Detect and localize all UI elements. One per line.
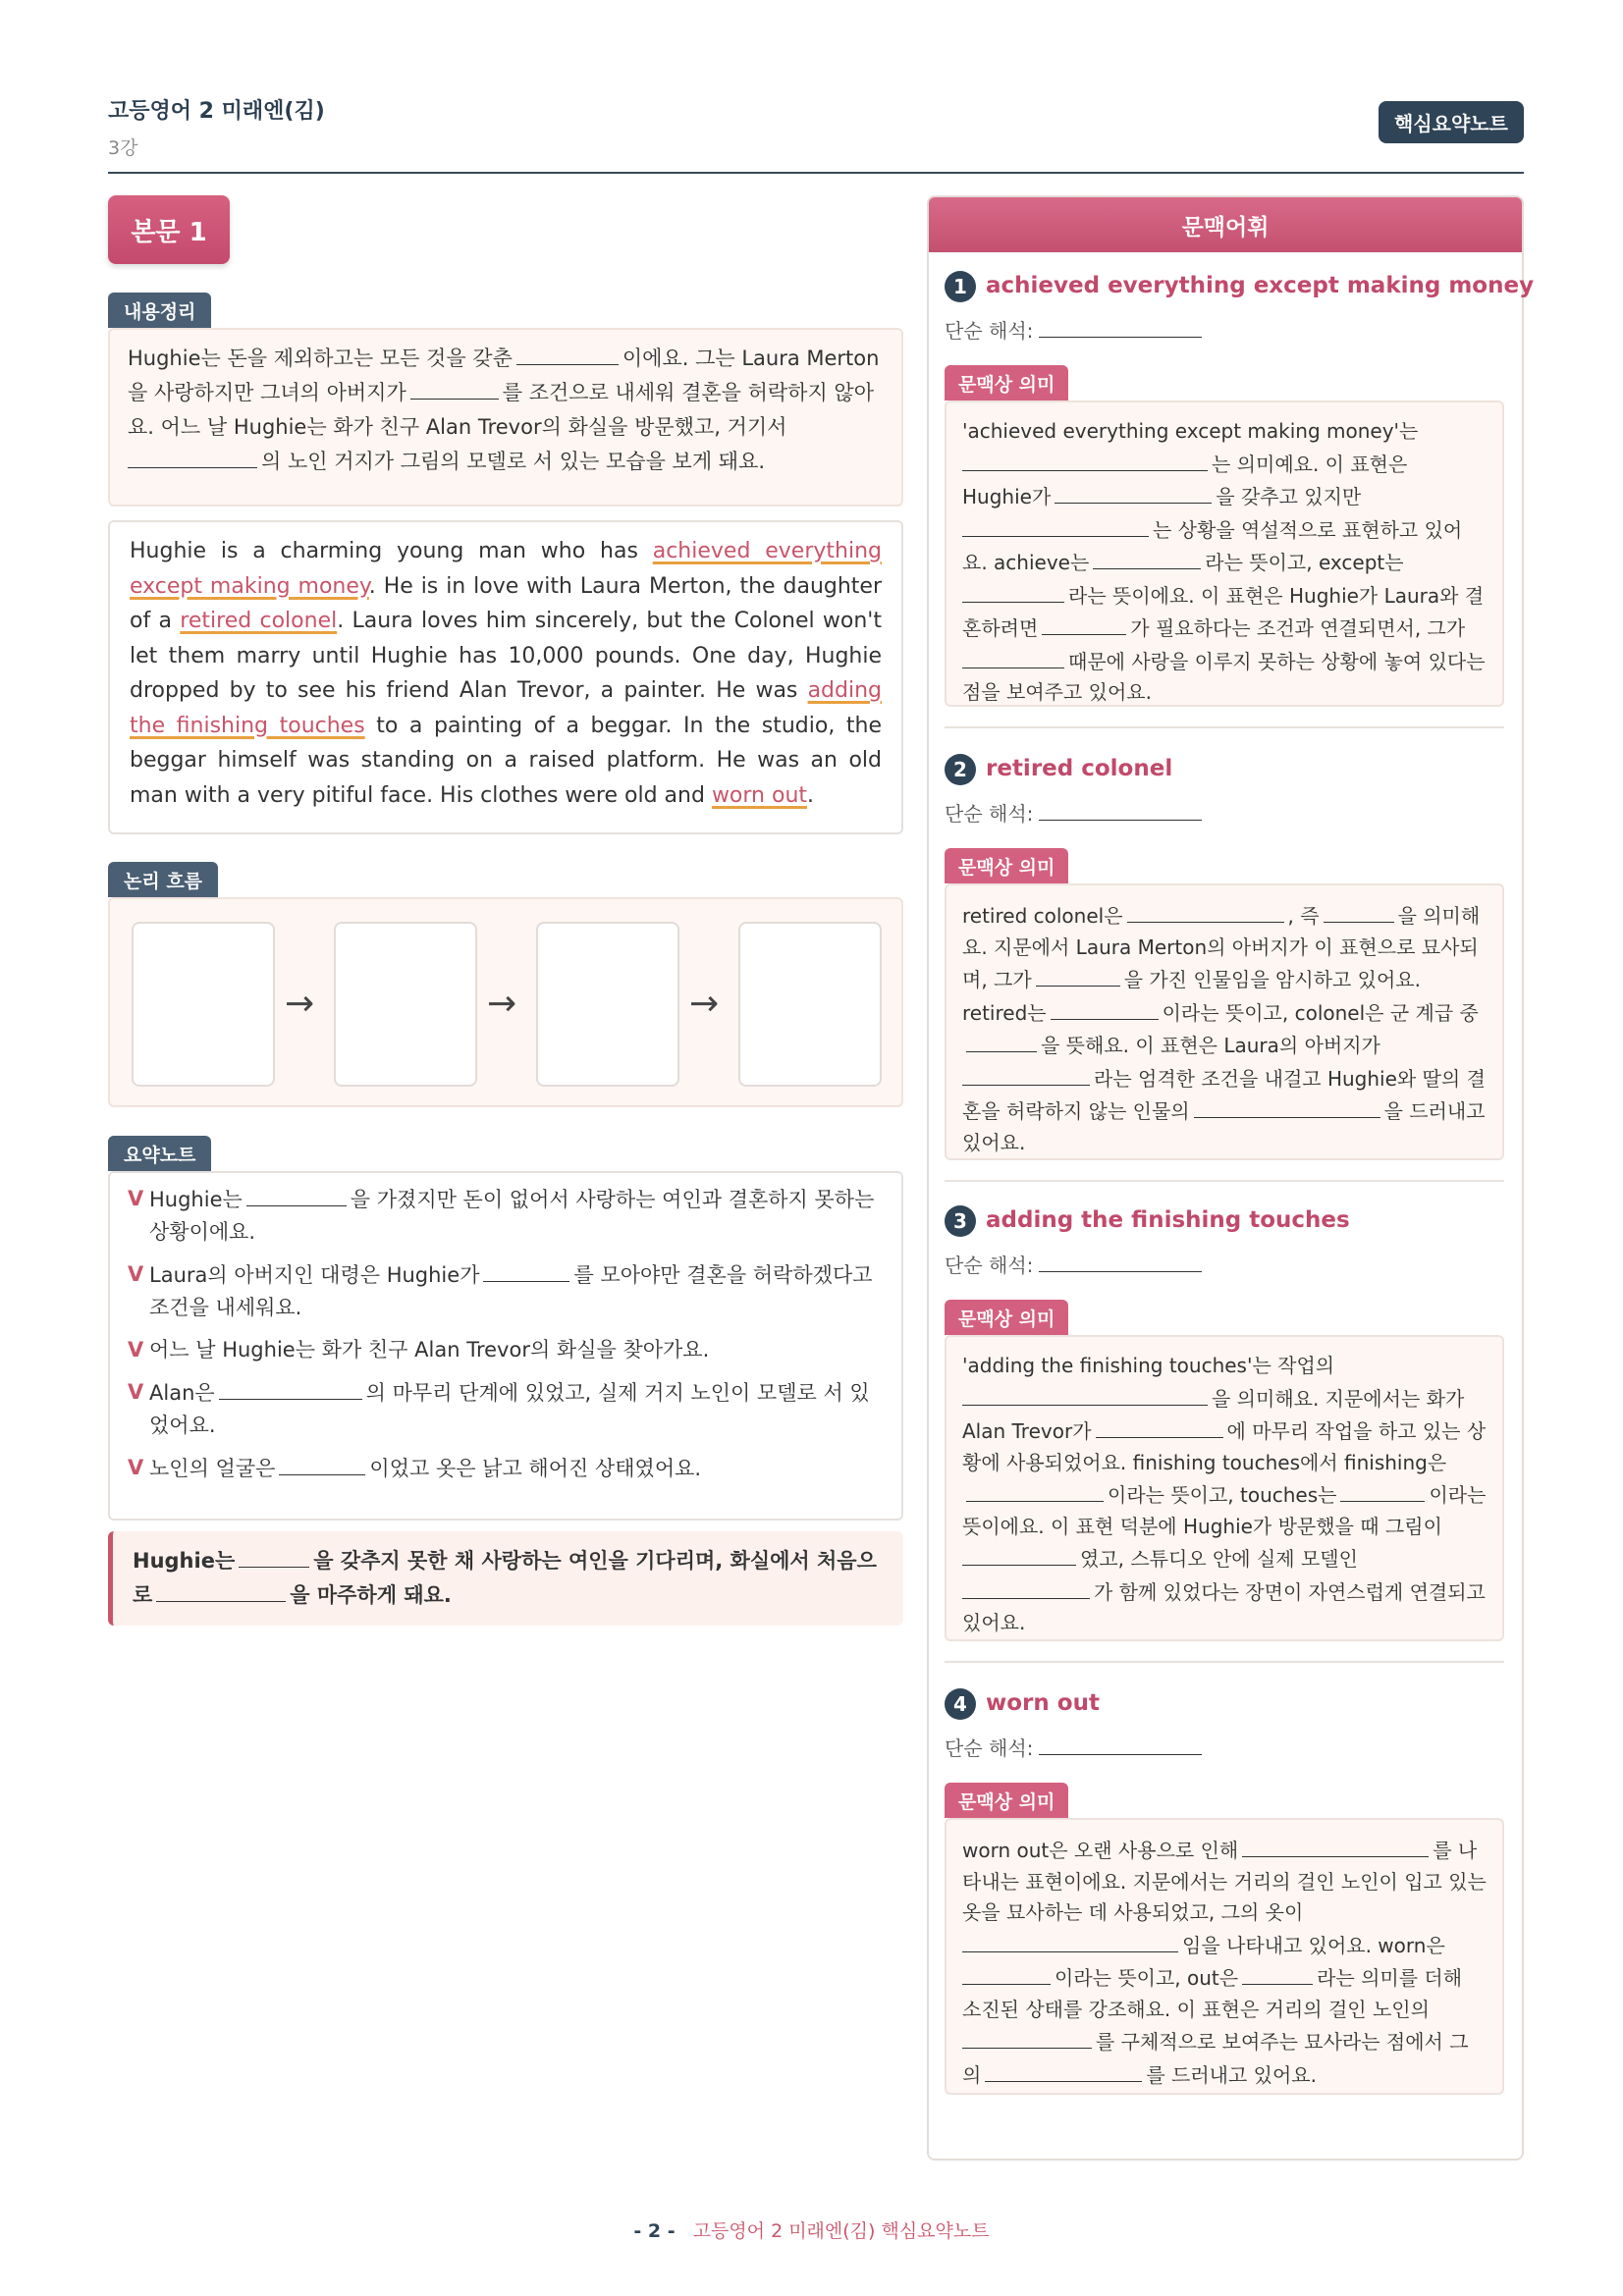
context-blank[interactable] xyxy=(1242,1834,1429,1857)
context-blank[interactable] xyxy=(962,1542,1076,1566)
simple-blank-3[interactable] xyxy=(1039,1249,1202,1272)
vocab-number-2: 2 xyxy=(945,754,976,785)
flow-step-4[interactable] xyxy=(738,922,882,1087)
vocab-number-4: 4 xyxy=(945,1688,976,1720)
simple-translation-2: 단순 해석: xyxy=(945,797,1206,827)
context-blank[interactable] xyxy=(962,1575,1090,1599)
summary-tag: 내용정리 xyxy=(108,293,211,328)
highlight-worn-out: worn out xyxy=(711,782,808,808)
flow-step-2[interactable] xyxy=(334,922,477,1087)
vocab-number-1: 1 xyxy=(945,271,976,302)
flow-tag: 논리 흐름 xyxy=(108,862,218,897)
context-blank[interactable] xyxy=(1127,899,1284,923)
summary-text: Hughie는 돈을 제외하고는 모든 것을 갖춘 이에요. 그는 Laura Merton을 사랑하지만 그녀의 아버지가 를 조건으로 내세워 결혼을 허락하지 않아요. 어느 날 Hughie는 화가 친구 Alan Trevor의 화실을 방문했고, 거기서 의 노인 거지가 그림의 모델로 서 있는 모습을 보게 돼요. xyxy=(110,330,901,491)
context-blank[interactable] xyxy=(962,645,1064,668)
context-blank[interactable] xyxy=(962,1382,1208,1406)
note-blank[interactable] xyxy=(279,1452,365,1475)
passage-box xyxy=(108,520,903,834)
context-blank[interactable] xyxy=(1093,546,1201,569)
section-label: 본문 1 xyxy=(108,195,230,264)
context-tag-3: 문맥상 의미 xyxy=(945,1300,1068,1335)
check-mark-icon: V xyxy=(128,1262,144,1286)
context-tag-1: 문맥상 의미 xyxy=(945,365,1068,400)
page-number: - 2 - xyxy=(633,2220,676,2242)
context-blank[interactable] xyxy=(966,1029,1037,1052)
vocab-heading: 문맥어휘 xyxy=(929,197,1522,252)
summary-blank-3[interactable] xyxy=(128,445,257,468)
check-mark-icon: V xyxy=(128,1380,144,1404)
flow-step-3[interactable] xyxy=(536,922,679,1087)
context-tag-2: 문맥상 의미 xyxy=(945,848,1068,883)
context-blank[interactable] xyxy=(1340,1478,1425,1502)
note-item: V Laura의 아버지인 대령은 Hughie가 를 모아야만 결혼을 허락하겠다고 조건을 내세워요. xyxy=(128,1258,884,1324)
context-blank[interactable] xyxy=(962,1062,1090,1086)
vocab-divider xyxy=(945,726,1504,728)
note-type-badge: 핵심요약노트 xyxy=(1379,101,1524,143)
passage-text: Hughie is a charming young man who has achieved everything except making money. He is in love with Laura Merton, the daughter of a retired colonel. Laura loves him sincerely, but the Colonel won't let them marry until Hughie has 10,000 pounds. One day, Hughie dropped by to see his friend Alan Trevor, a painter. He was adding the finishing touches to a painting of a beggar. In the studio, the beggar himself was standing on a raised platform. He was an old man with a very pitiful face. His clothes were old and worn out. xyxy=(130,539,882,808)
context-blank[interactable] xyxy=(966,1478,1104,1502)
context-blank[interactable] xyxy=(1051,996,1159,1020)
final-blank-1[interactable] xyxy=(239,1544,309,1568)
context-blank[interactable] xyxy=(1042,612,1126,635)
vocab-term-4: worn out xyxy=(986,1690,1100,1716)
footer-title: 고등영어 2 미래엔(김) 핵심요약노트 xyxy=(692,2220,990,2242)
flow-step-1[interactable] xyxy=(132,922,275,1087)
summary-blank-1[interactable] xyxy=(516,342,619,365)
context-box-4: worn out은 오랜 사용으로 인해 를 나타내는 표현이에요. 지문에서는 거리의 걸인 노인이 입고 있는 옷을 묘사하는 데 사용되었고, 그의 옷이 임을 나타내고 있어요. worn은 이라는 뜻이고, out은 라는 의미를 더해 소진된 상태를 강조해요. 이 표현은 거리의 걸인 노인의 를 구체적으로 보여주는 묘사라는 점에서 그의 를 드러내고 있어요. xyxy=(945,1818,1504,2095)
footer xyxy=(0,2216,1623,2243)
context-blank[interactable] xyxy=(962,513,1149,537)
notes-box xyxy=(108,1171,903,1521)
check-mark-icon: V xyxy=(128,1338,144,1362)
simple-blank-2[interactable] xyxy=(1039,797,1202,821)
flow-arrow-1: → xyxy=(285,984,315,1024)
highlight-finishing-touches: adding the finishing touches xyxy=(130,678,882,738)
notes-list xyxy=(110,1173,901,1505)
summary-blank-2[interactable] xyxy=(410,376,499,400)
highlight-achieved: achieved everything except making money xyxy=(130,539,882,599)
key-summary-box: Hughie는 을 갖추지 못한 채 사랑하는 여인을 기다리며, 화실에서 처음으로 을 마주하게 돼요. xyxy=(108,1531,903,1626)
context-blank[interactable] xyxy=(1242,1961,1313,1985)
flow-arrow-3: → xyxy=(689,984,720,1024)
vocab-term-3: adding the finishing touches xyxy=(986,1207,1350,1233)
note-blank[interactable] xyxy=(246,1183,347,1206)
context-blank[interactable] xyxy=(1194,1095,1380,1118)
context-blank[interactable] xyxy=(962,1961,1051,1985)
context-blank[interactable] xyxy=(962,1929,1178,1952)
note-item: V 어느 날 Hughie는 화가 친구 Alan Trevor의 화실을 찾아가요. xyxy=(128,1334,884,1366)
context-blank[interactable] xyxy=(1324,899,1394,923)
simple-blank-4[interactable] xyxy=(1039,1732,1202,1755)
summary-box xyxy=(108,328,903,507)
vocab-divider xyxy=(945,1661,1504,1663)
note-item: V 노인의 얼굴은 이었고 옷은 낡고 해어진 상태였어요. xyxy=(128,1452,884,1485)
final-blank-2[interactable] xyxy=(156,1578,286,1602)
context-box-2: retired colonel은 , 즉 을 의미해요. 지문에서 Laura Merton의 아버지가 이 표현으로 묘사되며, 그가 을 가진 인물임을 암시하고 있어요. retired는 이라는 뜻이고, colonel은 군 계급 중을 뜻해요. 이 표현은 Laura의 아버지가 라는 엄격한 조건을 내걸고 Hughie와 딸의 결혼을 허락하지 않는 인물의 을 드러내고 있어요. xyxy=(945,883,1504,1160)
context-box-3: 'adding the finishing touches'는 작업의 을 의미해요. 지문에서는 화가 Alan Trevor가 에 마무리 작업을 하고 있는 상황에 사용되었어요. finishing touches에서 finishing은이라는 뜻이고, touches는 이라는 뜻이에요. 이 표현 덕분에 Hughie가 방문했을 때 그림이 였고, 스튜디오 안에 실제 모델인 가 함께 있었다는 장면이 자연스럽게 연결되고 있어요. xyxy=(945,1335,1504,1641)
vocab-term-1: achieved everything except making money xyxy=(986,273,1535,298)
check-mark-icon: V xyxy=(128,1187,144,1210)
simple-translation-4: 단순 해석: xyxy=(945,1732,1206,1761)
context-blank[interactable] xyxy=(962,448,1208,471)
flow-arrow-2: → xyxy=(487,984,517,1024)
context-blank[interactable] xyxy=(985,2058,1142,2082)
note-item: V Alan은 의 마무리 단계에 있었고, 실제 거지 노인이 모델로 서 있었어요. xyxy=(128,1376,884,1442)
simple-translation-3: 단순 해석: xyxy=(945,1249,1206,1278)
lesson-number: 3강 xyxy=(108,137,138,159)
notes-tag: 요약노트 xyxy=(108,1136,211,1171)
vocab-term-2: retired colonel xyxy=(986,756,1173,781)
vocab-number-3: 3 xyxy=(945,1205,976,1237)
context-blank[interactable] xyxy=(1055,480,1212,504)
highlight-retired-colonel: retired colonel xyxy=(180,609,338,633)
context-box-1: 'achieved everything except making money'는 는 의미예요. 이 표현은 Hughie가 을 갖추고 있지만 는 상황을 역설적으로 표현하고 있어요. achieve는 라는 뜻이고, except는 라는 뜻이에요. 이 표현은 Hughie가 Laura와 결혼하려면 가 필요하다는 조건과 연결되면서, 그가 때문에 사랑을 이루지 못하는 상황에 놓여 있다는 점을 보여주고 있어요. xyxy=(945,400,1504,707)
context-blank[interactable] xyxy=(1096,1415,1223,1438)
context-blank[interactable] xyxy=(962,2025,1092,2049)
context-blank[interactable] xyxy=(1036,963,1120,987)
simple-translation-1: 단순 해석: xyxy=(945,314,1206,344)
header-divider xyxy=(108,172,1524,174)
context-tag-4: 문맥상 의미 xyxy=(945,1783,1068,1818)
context-blank[interactable] xyxy=(962,579,1064,603)
simple-blank-1[interactable] xyxy=(1039,314,1202,338)
note-item: V Hughie는 을 가졌지만 돈이 없어서 사랑하는 여인과 결혼하지 못하는 상황이에요. xyxy=(128,1183,884,1249)
vocab-divider xyxy=(945,1180,1504,1182)
document-title: 고등영어 2 미래엔(김) xyxy=(108,99,325,124)
check-mark-icon: V xyxy=(128,1456,144,1479)
note-blank[interactable] xyxy=(483,1258,569,1282)
note-blank[interactable] xyxy=(219,1376,362,1400)
